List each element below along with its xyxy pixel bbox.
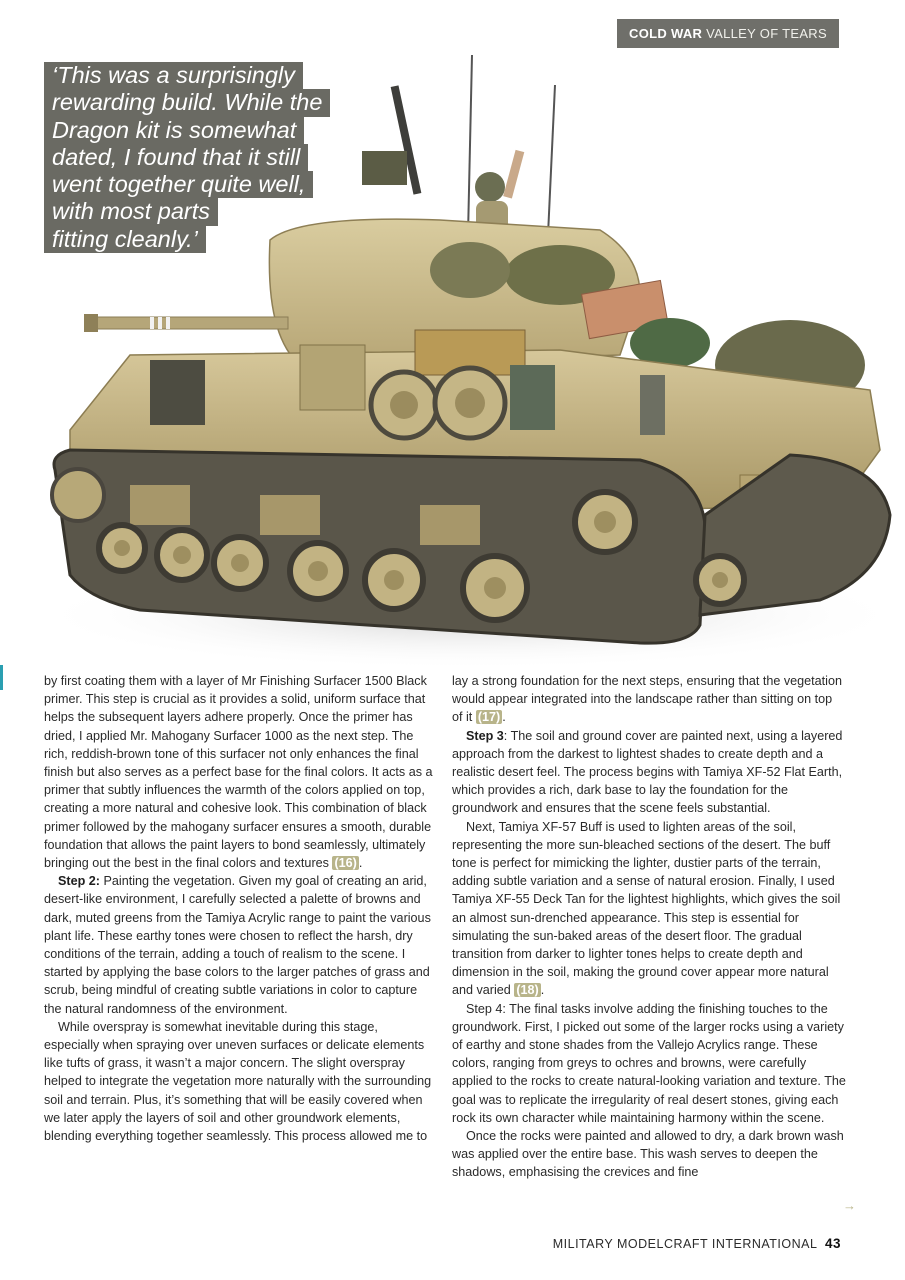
paragraph: While overspray is somewhat inevitable during this stage, especially when spraying over uneven surfaces or delicate elements like tufts of grass, it wasn’t a major concern. The slight overspray helped to integrate the vegetation more naturally with the surrounding soil and terrain. Plus, it’s something that will be easily covered when we later apply the layers of soil and other groundwork elements, blending everything together seamlessly. This process allowed me to — [44, 1019, 432, 1144]
pull-quote-line: Dragon kit is somewhat — [44, 117, 304, 144]
paragraph: by first coating them with a layer of Mr Finishing Surfacer 1500 Black primer. This step is crucial as it provides a solid, uniform surface that helps the subsequent layers adhere properly. Once the primer has dried, I applied Mr. Mahogany Surfacer 1000 as the next step. The rich, reddish-brown tone of this surfacer not only enhances the final finish but also serves as a perfect base for the final colors. It acts as a primer that subtly influences the warmth of the colors applied on top, creating a more natural and cohesive look. This combination of black primer followed by the mahogany surfacer ensures a smooth, durable foundation that allows the paint layers to bond seamlessly, ultimately bringing out the best in the final colors and textures (16) . — [44, 674, 433, 871]
pull-quote-line: with most parts — [44, 198, 218, 225]
page-footer — [553, 1236, 841, 1251]
page-number: 43 — [824, 1236, 841, 1251]
pull-quote — [44, 62, 344, 253]
article-column-right — [452, 672, 846, 1182]
article-column-left — [44, 672, 436, 1145]
pull-quote-line: fitting cleanly.’ — [44, 226, 206, 253]
paragraph: Step 4: The final tasks involve adding the finishing touches to the groundwork. First, I picked out some of the larger rocks using a variety of earthy and stone shades from the Vallejo Acrylics range. These colors, ranging from greys to ochres and browns, were carefully applied to the rocks to create natural-looking variation and texture. The goal was to replicate the irregularity of real desert stones, giving each rock its own character while maintaining harmony within the scene. — [452, 1001, 846, 1125]
pull-quote-line: rewarding build. While the — [44, 89, 330, 116]
publication-name: MILITARY MODELCRAFT INTERNATIONAL — [552, 1237, 817, 1251]
figure-ref-17: (17) — [477, 710, 501, 725]
paragraph: lay a strong foundation for the next steps, ensuring that the vegetation would appear integrated into the landscape rather than sitting on top of it (17) . — [452, 674, 842, 725]
pull-quote-line: ‘This was a surprisingly — [44, 62, 303, 89]
paragraph: Step 2: Painting the vegetation. Given my goal of creating an arid, desert-like environment, I carefully selected a palette of browns and dark, muted greens from the Tamiya Acrylic range to paint the various plant life. These earthy tones were chosen to reflect the harsh, dry conditions of the terrain, adding a touch of realism to the scene. I started by applying the base colors to the larger patches of grass and scrub, being mindful of creating subtle variations in color to capture the natural randomness of the environment. — [44, 874, 431, 1016]
pull-quote-line: went together quite well, — [44, 171, 313, 198]
step-label: Step 2: — [58, 874, 100, 889]
section-tag-bold: COLD WAR — [629, 26, 703, 41]
section-tag — [617, 19, 839, 48]
paragraph: Once the rocks were painted and allowed to dry, a dark brown wash was applied over the entire base. This wash serves to deepen the shadows, emphasising the crevices and fine — [452, 1129, 844, 1180]
continue-arrow-icon: → — [843, 1198, 856, 1213]
paragraph: Step 3: The soil and ground cover are painted next, using a layered approach from the darkest to lightest shades to create depth and a realistic desert feel. The process begins with Tamiya XF-52 Flat Earth, which provides a rich, dark base to lay the foundation for the groundwork and ensures that the scene feels substantial. — [452, 728, 843, 816]
section-tag-rest: VALLEY OF TEARS — [706, 26, 827, 41]
paragraph: Next, Tamiya XF-57 Buff is used to lighten areas of the soil, representing the more sun-bleached sections of the desert. The buff tone is perfect for mimicking the lighter, dustier parts of the terrain, adding subtle variation and a sense of natural erosion. Finally, I used Tamiya XF-55 Deck Tan for the lightest highlights, which gives the soil an almost sun-drenched appearance. This step is essential for simulating the sun-baked areas of the desert floor. The gradual transition from darker to lighter tones helps to create depth and dimension in the soil, making the ground cover appear more natural and varied (18) . — [452, 819, 841, 998]
figure-ref-16: (16) — [334, 856, 357, 871]
figure-ref-18: (18) — [516, 983, 539, 998]
step-label: Step 3 — [466, 728, 504, 743]
pull-quote-line: dated, I found that it still — [44, 144, 308, 171]
